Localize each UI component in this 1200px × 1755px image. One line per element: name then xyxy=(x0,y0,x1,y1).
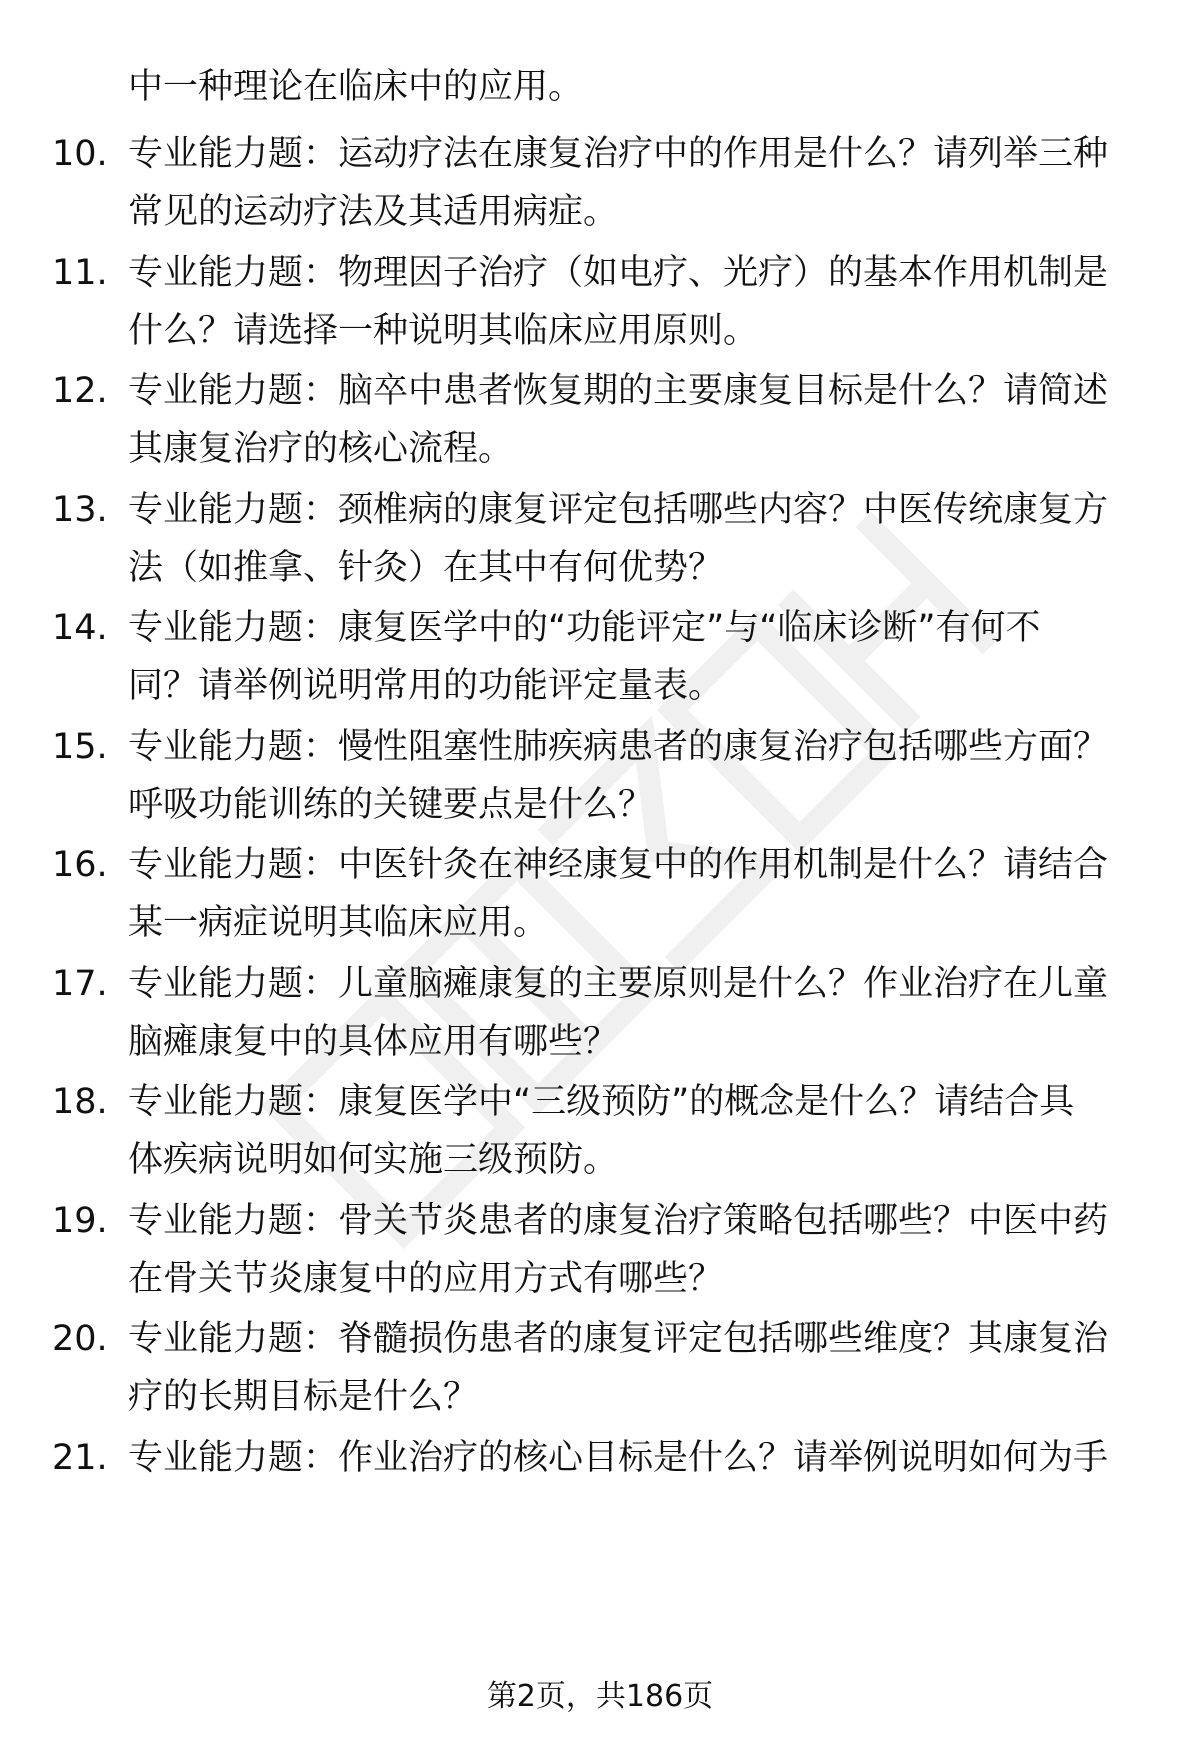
question-text-line: 常见的运动疗法及其适用病症。 xyxy=(128,192,619,232)
question-text xyxy=(128,836,1138,952)
question-text xyxy=(128,599,1138,715)
question-number: 19. xyxy=(52,1200,108,1241)
question-number: 18. xyxy=(52,1082,108,1122)
question-text-line: 专业能力题：骨关节炎患者的康复治疗策略包括哪些？中医中药 xyxy=(128,1200,1109,1241)
question-number: 14. xyxy=(52,608,108,648)
question-text xyxy=(128,1073,1138,1189)
question-number: 16. xyxy=(52,845,108,885)
question-text-line: 专业能力题：运动疗法在康复治疗中的作用是什么？请列举三种 xyxy=(128,134,1109,174)
question-text-line: 其康复治疗的核心流程。 xyxy=(128,429,514,469)
question-text-line: 疗的长期目标是什么？ xyxy=(128,1377,479,1417)
question-text-line: 某一病症说明其临床应用。 xyxy=(128,903,549,943)
question-text-line: 专业能力题：脑卒中患者恢复期的主要康复目标是什么？请简述 xyxy=(128,371,1109,411)
question-text-line: 专业能力题：康复医学中的“功能评定”与“临床诊断”有何不 xyxy=(128,608,1041,648)
question-number: 17. xyxy=(52,963,108,1004)
question-text-line: 专业能力题：康复医学中“三级预防”的概念是什么？请结合具 xyxy=(128,1082,1075,1122)
question-text-line: 体疾病说明如何实施三级预防。 xyxy=(128,1140,619,1180)
question-text xyxy=(128,1429,1138,1487)
question-number: 12. xyxy=(52,371,108,411)
question-text-line: 在骨关节炎康复中的应用方式有哪些？ xyxy=(128,1258,724,1299)
question-text-line: 专业能力题：中医针灸在神经康复中的作用机制是什么？请结合 xyxy=(128,845,1109,885)
question-text-line: 专业能力题：物理因子治疗（如电疗、光疗）的基本作用机制是 xyxy=(128,252,1109,293)
question-text-line: 呼吸功能训练的关键要点是什么？ xyxy=(128,784,654,825)
question-text-line: 专业能力题：颈椎病的康复评定包括哪些内容？中医传统康复方 xyxy=(128,489,1109,530)
question-number: 11. xyxy=(52,252,108,293)
page-footer: 第2页，共186页 xyxy=(486,1679,714,1714)
question-text xyxy=(128,1310,1138,1426)
question-text xyxy=(128,1192,1138,1308)
question-text-line: 专业能力题：脊髓损伤患者的康复评定包括哪些维度？其康复治 xyxy=(128,1319,1109,1359)
question-text-line: 什么？请选择一种说明其临床应用原则。 xyxy=(128,310,759,351)
question-text-line: 同？请举例说明常用的功能评定量表。 xyxy=(128,666,724,706)
question-number: 20. xyxy=(52,1319,108,1359)
list-item xyxy=(0,1429,1200,1569)
question-text xyxy=(128,955,1138,1071)
question-text-line: 法（如推拿、针灸）在其中有何优势？ xyxy=(128,547,724,588)
question-text xyxy=(128,718,1138,834)
question-text xyxy=(128,362,1138,478)
question-text-line: 脑瘫康复中的具体应用有哪些？ xyxy=(128,1021,619,1062)
question-text-line: 专业能力题：慢性阻塞性肺疾病患者的康复治疗包括哪些方面？ xyxy=(128,726,1109,767)
question-number: 21. xyxy=(52,1437,108,1478)
question-text xyxy=(128,481,1138,597)
question-text xyxy=(128,244,1138,360)
question-text xyxy=(128,125,1138,241)
question-text-line: 专业能力题：儿童脑瘫康复的主要原则是什么？作业治疗在儿童 xyxy=(128,963,1109,1004)
question-text-line: 专业能力题：作业治疗的核心目标是什么？请举例说明如何为手 xyxy=(128,1437,1109,1478)
question-number: 10. xyxy=(52,134,108,174)
continuation-line: 中一种理论在临床中的应用。 xyxy=(128,67,584,107)
question-number: 15. xyxy=(52,726,108,767)
question-number: 13. xyxy=(52,489,108,530)
